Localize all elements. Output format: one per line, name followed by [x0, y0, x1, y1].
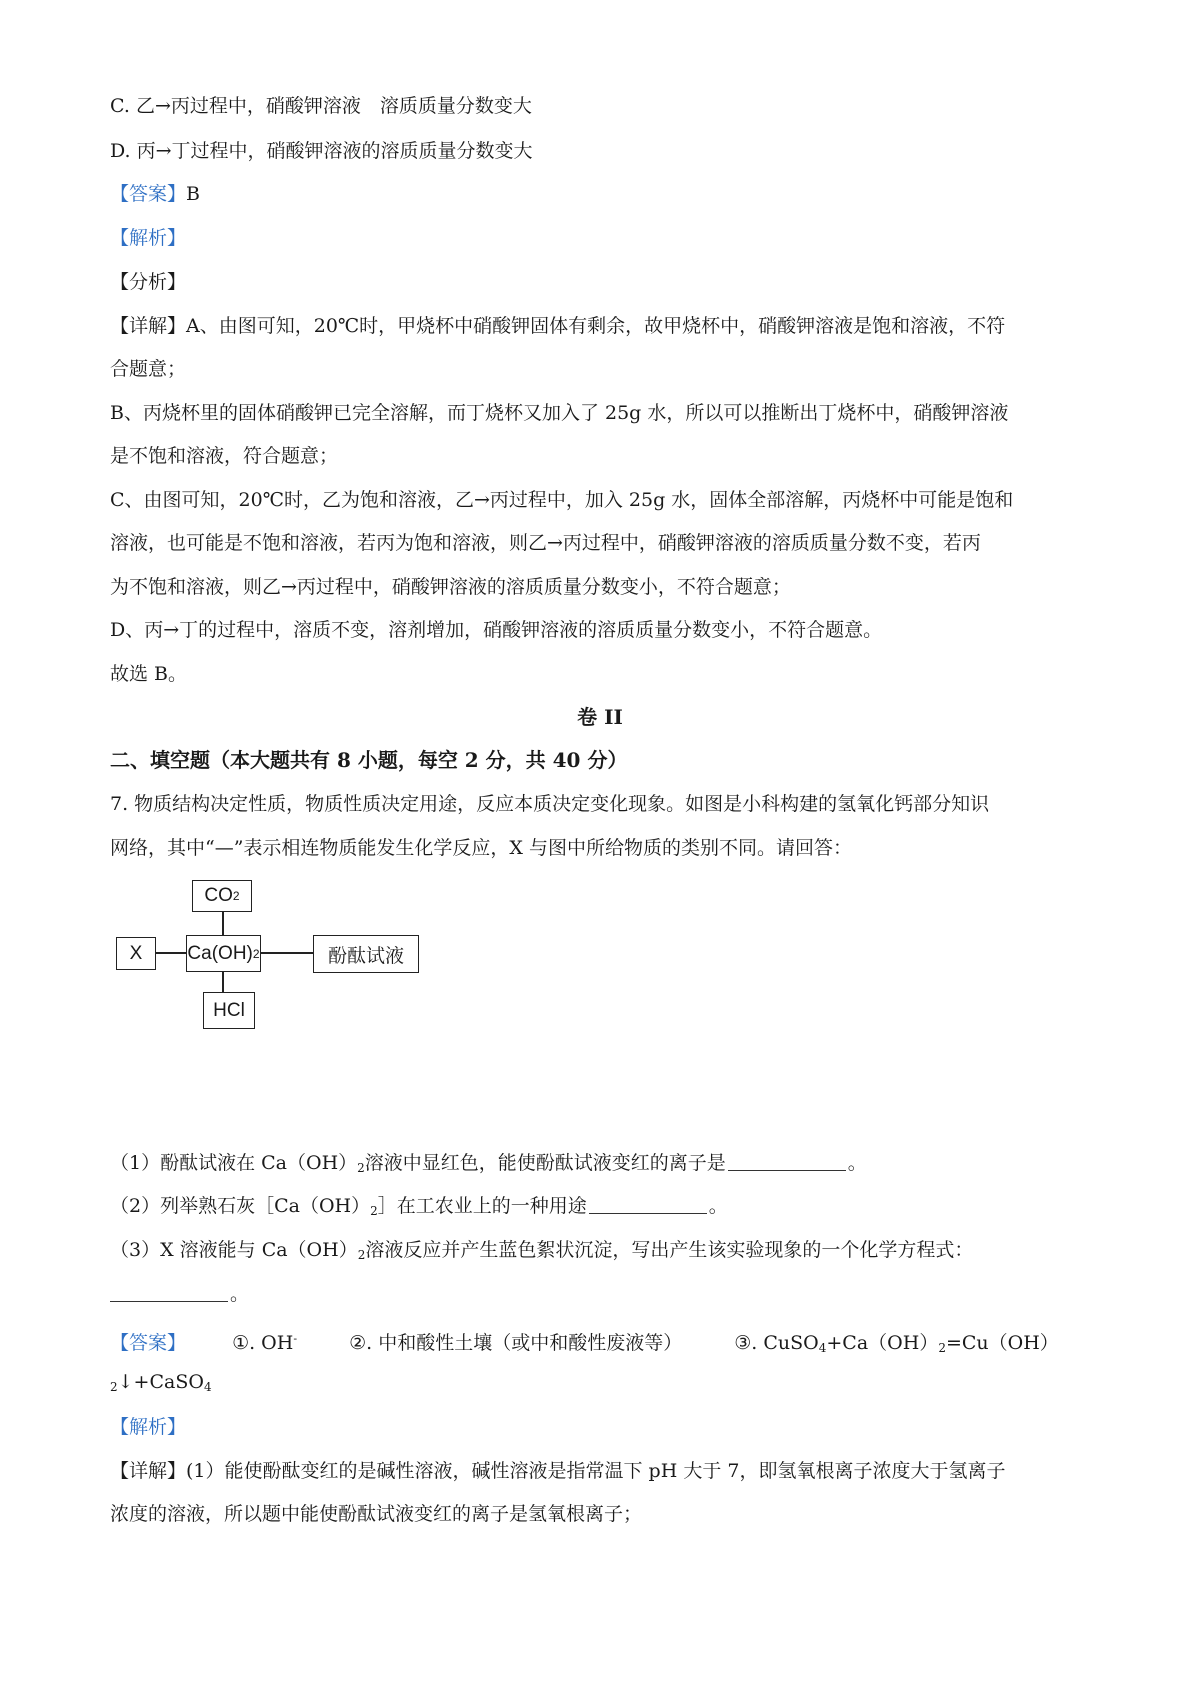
detail-1-line-1 — [110, 312, 1005, 340]
sq3-a: （3）X 溶液能与 Ca（OH） — [110, 1239, 358, 1261]
sq2-a: （2）列举熟石灰［Ca（OH） — [110, 1195, 371, 1217]
detail-1-line-6: 溶液，也可能是不饱和溶液，若丙为饱和溶液，则乙→丙过程中，硝酸钾溶液的溶质质量分数不变，若丙 — [110, 532, 981, 554]
sq1-c: 。 — [847, 1152, 867, 1174]
answer-2-item-1-sup: - — [293, 1332, 298, 1345]
analysis-tag-2: 【解析】 — [110, 1416, 187, 1438]
answer-2-item-2: ②. 中和酸性土壤（或中和酸性废液等） — [349, 1332, 683, 1354]
sq1-a: （1）酚酞试液在 Ca（OH） — [110, 1152, 358, 1174]
answer-2-item-3d: ↓+CaSO — [117, 1371, 204, 1393]
sq3-sub: 2 — [357, 1248, 366, 1262]
answer-blank-3[interactable] — [110, 1283, 228, 1302]
sub-question-1 — [110, 1149, 867, 1182]
answer-tag: 【答案】 — [110, 183, 187, 205]
detail-2-line-2: 浓度的溶液，所以题中能使酚酞试液变红的离子是氢氧根离子； — [110, 1503, 643, 1525]
detail-1-line-5: C、由图可知，20℃时，乙为饱和溶液，乙→丙过程中，加入 25g 水，固体全部溶解，丙烧杯中可能是饱和 — [110, 489, 1014, 511]
detail-1-line-2: 合题意； — [110, 358, 187, 380]
detail-2-text: (1）能使酚酞变红的是碱性溶液，碱性溶液是指常温下 pH 大于 7，即氢氧根离子浓度大于氢离子 — [186, 1460, 1006, 1482]
detail-tag: 【详解】 — [110, 315, 187, 337]
answer-2-line-2 — [110, 1368, 212, 1401]
caoh2-label: Ca(OH) — [187, 942, 253, 964]
detail-1-line-7: 为不饱和溶液，则乙→丙过程中，硝酸钾溶液的溶质质量分数变小，不符合题意； — [110, 576, 791, 598]
volume-heading: 卷 II — [577, 705, 623, 729]
detail-text: A、由图可知，20℃时，甲烧杯中硝酸钾固体有剩余，故甲烧杯中，硝酸钾溶液是饱和溶液，不符 — [186, 315, 1006, 337]
section-heading: 二、填空题（本大题共有 8 小题，每空 2 分，共 40 分） — [110, 748, 628, 772]
detail-1-line-4: 是不饱和溶液，符合题意； — [110, 445, 339, 467]
connector-bottom — [222, 971, 224, 993]
co2-subscript: 2 — [232, 889, 240, 903]
detail-1-line-8: D、丙→丁的过程中，溶质不变，溶剂增加，硝酸钾溶液的溶质质量分数变小，不符合题意。 — [110, 619, 883, 641]
hcl-label: HCl — [213, 999, 245, 1021]
sub-question-3 — [110, 1236, 973, 1269]
co2-label: CO — [204, 885, 233, 906]
caoh2-box — [186, 935, 261, 972]
x-box — [116, 937, 156, 970]
sq2-c: 。 — [708, 1195, 728, 1217]
answer-1 — [110, 180, 200, 208]
sq2-sub: 2 — [370, 1204, 378, 1218]
sq3-b: 溶液反应并产生蓝色絮状沉淀，写出产生该实验现象的一个化学方程式： — [365, 1239, 974, 1261]
connector-top — [222, 911, 224, 935]
connector-left — [155, 952, 186, 954]
detail-1-line-9: 故选 B。 — [110, 663, 188, 685]
analysis-tag-1: 【解析】 — [110, 227, 187, 249]
connector-right — [260, 952, 313, 954]
caoh2-subscript: 2 — [252, 946, 260, 961]
sq2-b: ］在工农业上的一种用途 — [377, 1195, 587, 1217]
detail-2-line-1 — [110, 1457, 1005, 1485]
fenxi-tag: 【分析】 — [110, 271, 187, 293]
sub-question-3-blank-line — [110, 1280, 249, 1308]
detail-1-line-3: B、丙烧杯里的固体硝酸钾已完全溶解，而丁烧杯又加入了 25g 水，所以可以推断出丁烧杯中，硝酸钾溶液 — [110, 402, 1009, 424]
sq3-c: 。 — [230, 1283, 250, 1305]
phenolphthalein-label: 酚酞试液 — [327, 944, 404, 967]
question-7-line-2: 网络，其中“—”表示相连物质能发生化学反应，X 与图中所给物质的类别不同。请回答： — [110, 837, 852, 859]
answer-2-sub-2a: 2 — [938, 1341, 946, 1355]
option-d: D. 丙→丁过程中，硝酸钾溶液的溶质质量分数变大 — [110, 140, 533, 162]
hcl-box — [203, 992, 255, 1029]
detail-2-tag: 【详解】 — [110, 1460, 187, 1482]
sq1-sub: 2 — [357, 1161, 365, 1175]
phenolphthalein-box — [313, 935, 419, 973]
answer-2-tag: 【答案】 — [110, 1332, 187, 1354]
answer-blank-1[interactable] — [728, 1152, 846, 1171]
answer-2-line-1 — [110, 1325, 1059, 1362]
answer-2-item-3a: ③. CuSO — [734, 1332, 819, 1354]
question-7-line-1: 7. 物质结构决定性质，物质性质决定用途，反应本质决定变化现象。如图是小科构建的氢氧化钙部分知识 — [110, 793, 990, 815]
answer-2-sub-4a: 4 — [818, 1341, 827, 1355]
answer-2-item-3b: +Ca（OH） — [826, 1332, 939, 1354]
answer-2-item-1: ①. OH — [232, 1332, 294, 1354]
x-label: X — [129, 942, 143, 964]
answer-2-sub-4b: 4 — [203, 1380, 212, 1394]
answer-2-sub-2b: 2 — [110, 1380, 118, 1394]
sq1-b: 溶液中显红色，能使酚酞试液变红的离子是 — [364, 1152, 726, 1174]
option-c: C. 乙→丙过程中，硝酸钾溶液 溶质质量分数变大 — [110, 95, 532, 117]
answer-blank-2[interactable] — [589, 1195, 707, 1214]
co2-box — [192, 880, 252, 912]
answer-2-item-3c: =Cu（OH） — [945, 1332, 1059, 1354]
sub-question-2 — [110, 1192, 728, 1225]
answer-value: B — [186, 183, 200, 205]
